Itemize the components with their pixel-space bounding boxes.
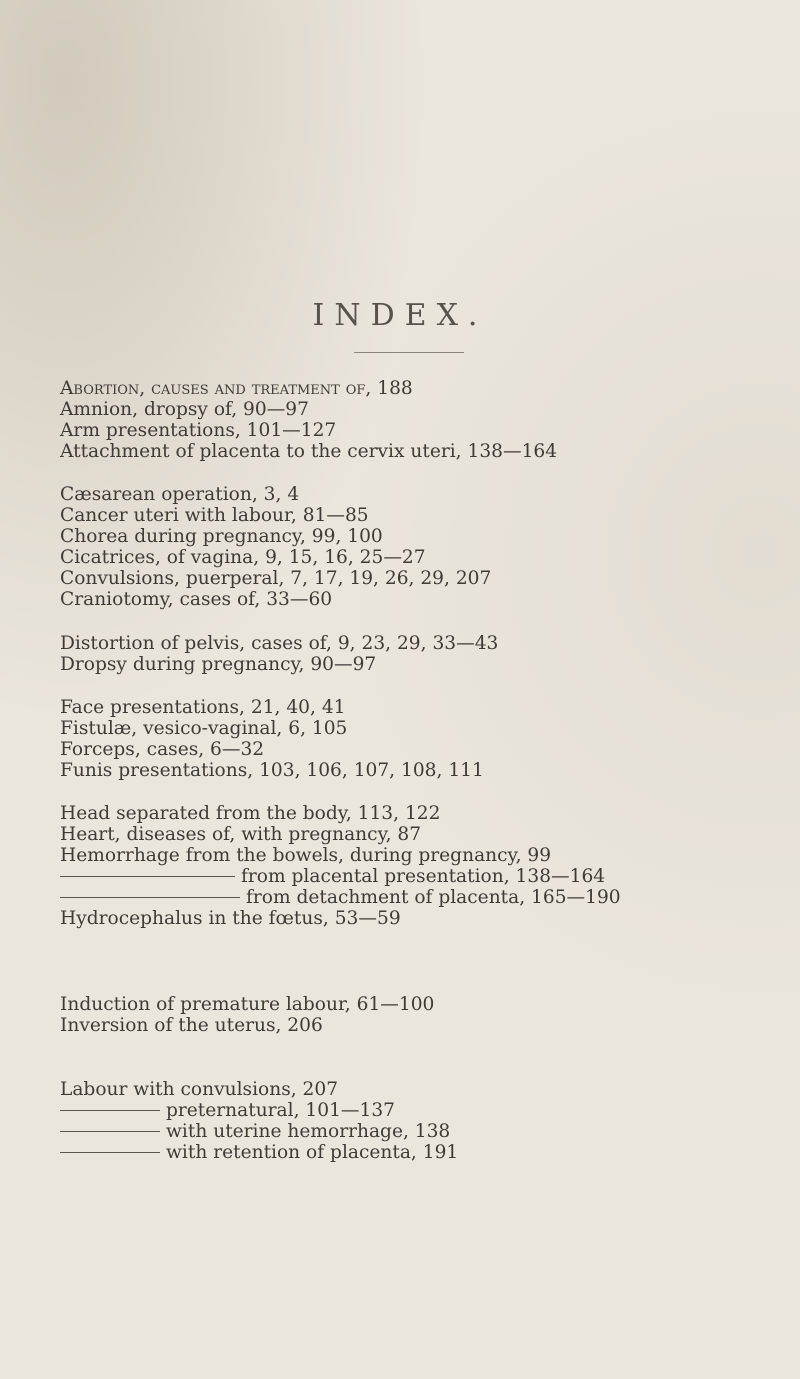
index-entry: Fistulæ, vesico-vaginal, 6, 105	[60, 718, 348, 739]
index-subentry: preternatural, 101—137	[60, 1100, 780, 1121]
page-title: INDEX.	[312, 298, 488, 333]
index-entry: Chorea during pregnancy, 99, 100	[60, 526, 383, 547]
index-entry: Heart, diseases of, with pregnancy, 87	[60, 824, 422, 845]
index-subentry: from detachment of placenta, 165—190	[60, 887, 780, 908]
ditto-dash	[60, 897, 240, 898]
ditto-dash	[60, 1152, 160, 1153]
index-subentry: with retention of placenta, 191	[60, 1142, 780, 1163]
index-entry: Forceps, cases, 6—32	[60, 739, 265, 760]
index-entry: Abortion, causes and treatment of, 188	[60, 378, 413, 399]
index-group-l	[60, 1079, 780, 1163]
index-group-f	[60, 697, 780, 781]
index-entry: Labour with convulsions, 207	[60, 1079, 339, 1100]
index-entry: Induction of premature labour, 61—100	[60, 994, 435, 1015]
index-entry: Amnion, dropsy of, 90—97	[60, 399, 309, 420]
index-entry: Convulsions, puerperal, 7, 17, 19, 26, 29, 207	[60, 568, 492, 589]
index-entry: Dropsy during pregnancy, 90—97	[60, 654, 377, 675]
ditto-dash	[60, 876, 235, 877]
ditto-dash	[60, 1110, 160, 1111]
index-group-i	[60, 994, 780, 1036]
index-subentry: from placental presentation, 138—164	[60, 866, 780, 887]
index-entry: Funis presentations, 103, 106, 107, 108, 111	[60, 760, 484, 781]
index-entry: Hydrocephalus in the fœtus, 53—59	[60, 908, 401, 929]
index-entry: Craniotomy, cases of, 33—60	[60, 589, 333, 610]
index-entry: Face presentations, 21, 40, 41	[60, 697, 346, 718]
index-group-h	[60, 803, 780, 929]
index-entry: Cæsarean operation, 3, 4	[60, 484, 300, 505]
index-entry: Hemorrhage from the bowels, during pregnancy, 99	[60, 845, 552, 866]
index-entry: Head separated from the body, 113, 122	[60, 803, 441, 824]
index-entry: Cancer uteri with labour, 81—85	[60, 505, 369, 526]
index-subentry: with uterine hemorrhage, 138	[60, 1121, 780, 1142]
index-group-d	[60, 633, 780, 675]
ditto-dash	[60, 1131, 160, 1132]
index-entry: Attachment of placenta to the cervix uteri, 138—164	[60, 441, 558, 462]
index-group-c	[60, 484, 780, 610]
title-rule	[354, 352, 464, 353]
index-entry: Inversion of the uterus, 206	[60, 1015, 323, 1036]
index-entry: Distortion of pelvis, cases of, 9, 23, 29, 33—43	[60, 633, 499, 654]
index-entry: Arm presentations, 101—127	[60, 420, 337, 441]
index-group-a	[60, 378, 780, 462]
index-entry: Cicatrices, of vagina, 9, 15, 16, 25—27	[60, 547, 426, 568]
